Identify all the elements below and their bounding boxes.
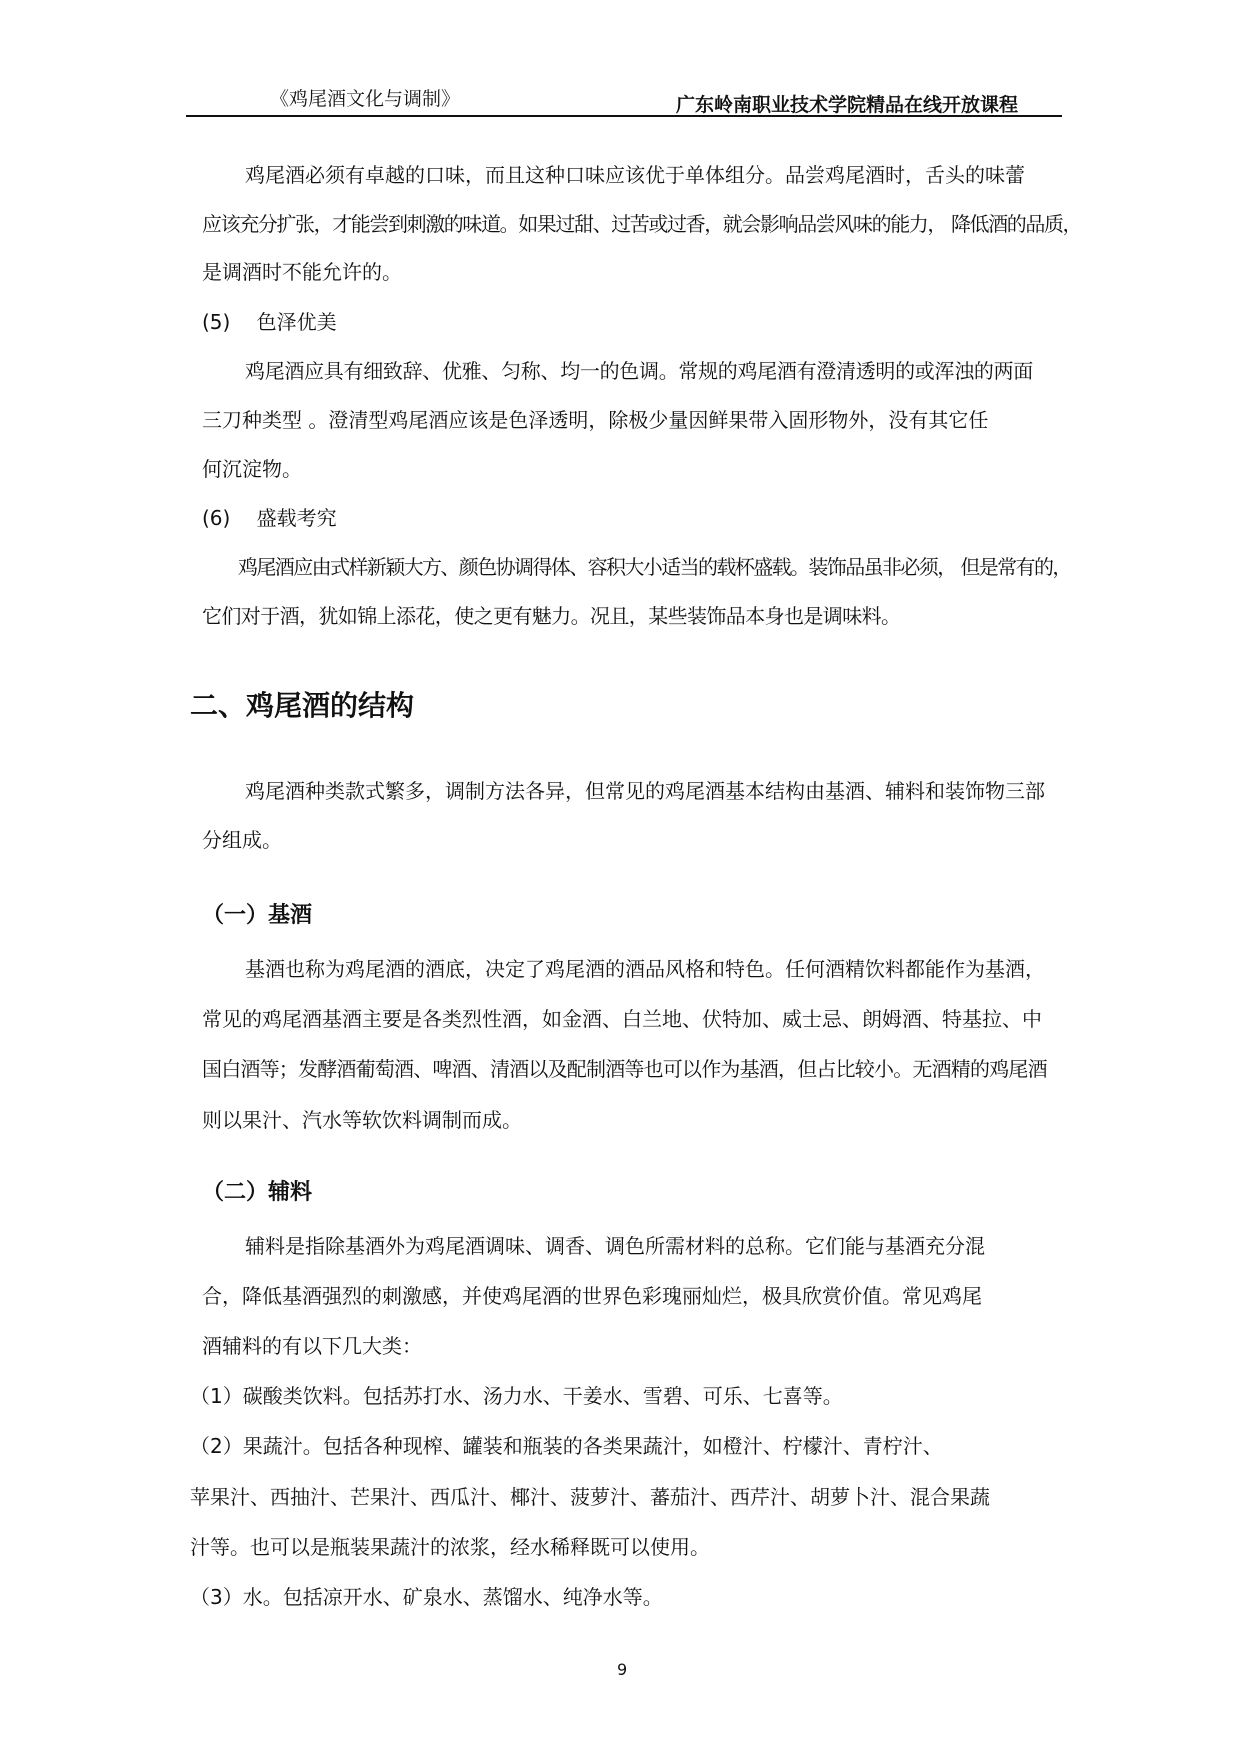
list-item: （1）碳酸类饮料。包括苏打水、汤力水、干姜水、雪碧、可乐、七喜等。 (190, 1384, 843, 1408)
paragraph-line: 分组成。 (202, 828, 282, 852)
paragraph-line: 鸡尾酒种类款式繁多，调制方法各异，但常见的鸡尾酒基本结构由基酒、辅料和装饰物三部 (245, 779, 1045, 803)
list-heading: (5) 色泽优美 (202, 310, 337, 334)
section-title: 二、鸡尾酒的结构 (190, 689, 415, 722)
paragraph-line: 基酒也称为鸡尾酒的酒底，决定了鸡尾酒的酒品风格和特色。任何酒精饮料都能作为基酒， (245, 957, 1045, 981)
paragraph-line: 何沉淀物。 (202, 457, 302, 481)
paragraph-line: 汁等。也可以是瓶装果蔬汁的浓浆，经水稀释既可以使用。 (190, 1535, 710, 1559)
paragraph-line: 苹果汁、西抽汁、芒果汁、西瓜汁、椰汁、菠萝汁、蕃茄汁、西芹汁、胡萝卜汁、混合果蔬 (190, 1485, 990, 1509)
paragraph-line: 则以果汁、汽水等软饮料调制而成。 (202, 1108, 522, 1132)
page-number: 9 (617, 1660, 628, 1679)
paragraph-line: 鸡尾酒应具有细致辞、优雅、匀称、均一的色调。常规的鸡尾酒有澄清透明的或浑浊的两面 (245, 359, 1033, 383)
header-left-title: 《鸡尾酒文化与调制》 (270, 88, 461, 110)
list-item: （2）果蔬汁。包括各种现榨、罐装和瓶装的各类果蔬汁，如橙汁、柠檬汁、青柠汁、 (190, 1434, 943, 1458)
paragraph-line: 辅料是指除基酒外为鸡尾酒调味、调香、调色所需材料的总称。它们能与基酒充分混 (245, 1234, 985, 1258)
header-divider (186, 115, 1062, 117)
paragraph-line: 应该充分扩张，才能尝到刺激的味道。如果过甜、过苦或过香，就会影响品尝风味的能力， 降低酒的品质， (202, 212, 1082, 236)
paragraph-line: 国白酒等；发酵酒葡萄酒、啤酒、清酒以及配制酒等也可以作为基酒，但占比较小。无酒精的鸡尾酒 (202, 1057, 1047, 1081)
paragraph-line: 鸡尾酒必须有卓越的口味，而且这种口味应该优于单体组分。品尝鸡尾酒时，舌头的味蕾 (245, 163, 1025, 187)
paragraph-line: 酒辅料的有以下几大类： (202, 1334, 422, 1358)
list-item: （3）水。包括凉开水、矿泉水、蒸馏水、纯净水等。 (190, 1585, 663, 1609)
paragraph-line: 鸡尾酒应由式样新颖大方、颜色协调得体、容积大小适当的载杯盛载。装饰品虽非必须， 但是常有的， (238, 555, 1071, 579)
subsection-title-base-liquor: （一）基酒 (202, 903, 313, 928)
list-heading: (6) 盛载考究 (202, 506, 337, 530)
paragraph-line: 是调酒时不能允许的。 (202, 260, 402, 284)
header-right-title: 广东岭南职业技术学院精品在线开放课程 (676, 94, 1019, 116)
paragraph-line: 合，降低基酒强烈的刺激感，并使鸡尾酒的世界色彩瑰丽灿烂，极具欣赏价值。常见鸡尾 (202, 1284, 982, 1308)
paragraph-line: 三刀种类型 。澄清型鸡尾酒应该是色泽透明，除极少量因鲜果带入固形物外，没有其它任 (202, 408, 989, 432)
subsection-title-ingredients: （二）辅料 (202, 1180, 313, 1205)
paragraph-line: 常见的鸡尾酒基酒主要是各类烈性酒，如金酒、白兰地、伏特加、威士忌、朗姆酒、特基拉、中 (202, 1007, 1042, 1031)
paragraph-line: 它们对于酒，犹如锦上添花，使之更有魅力。况且，某些装饰品本身也是调味料。 (202, 604, 901, 628)
